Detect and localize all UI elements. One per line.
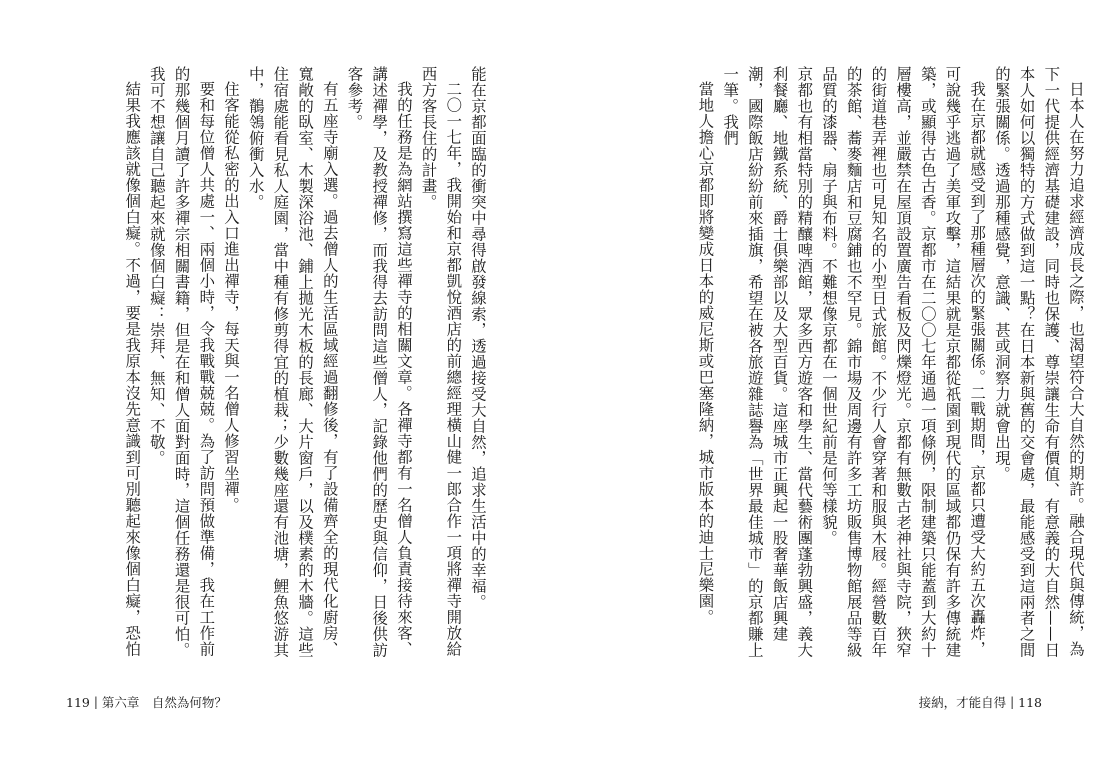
paragraph: 京都也有相當特別的精釀啤酒館，眾多西方遊客和學生、當代藝術團蓬勃興盛，義大利餐廳、地鐵系統、爵士俱樂部以及大型百貨。這座城市正興起一股奢華飯店興建潮，國際飯店紛紛前來插旗，希望在被各旅遊雜誌譽為「世界最佳城市」的京都賺上一筆。我們 <box>721 66 814 658</box>
paragraph: 當地人擔心京都即將變成日本的威尼斯或巴塞隆納，城市版本的迪士尼樂園。 <box>696 81 715 626</box>
page-number: 119 <box>66 694 90 710</box>
paragraph: 能在京都面臨的衝突中尋得啟發線索，透過接受大自然，追求生活中的幸福。 <box>469 66 487 610</box>
paragraph: 住客能從私密的出入口進出禪寺，每天與一名僧人修習坐禪。 <box>221 81 240 514</box>
footer-separator: | <box>93 695 98 709</box>
left-page-body-text <box>66 66 490 666</box>
running-title: 接納，才能自得 <box>918 695 1007 710</box>
paragraph: 我在京都就感受到了那種層次的緊張關係。二戰期間，京都只遭受大約五次轟炸，可說幾乎逃過了美軍攻擊，這結果就是京都從祇園到現代的區域都仍保有許多傳統建築，或顯得古色古香。京都市在二〇〇七年通過一項條例，限制建築只能蓋到大約十層樓高，並嚴禁在屋頂設置廣告看板及閃爍燈光。京都有無數古老神社與寺院，狹窄的街道巷弄裡也可見知名的小型日式旅館。不少行人會穿著和服與木屐。經營數百年的茶館、蕎麥麵店和豆腐鋪也不罕見。錦市場及周邊有許多工坊販售博物館展品等級品質的漆器、扇子與布料。不難想像京都在一個世紀前是何等樣貌。 <box>819 66 987 658</box>
paragraph: 我的任務是為網站撰寫這些禪寺的相關文章。各禪寺都有一名僧人負責接待來客、講述禪學，及教授禪修，而我得去訪問這些僧人，記錄他們的歷史與信仰，日後供訪客參考。 <box>345 66 413 658</box>
left-page-footer <box>66 693 227 711</box>
right-page-body-text <box>628 66 1088 666</box>
paragraph: 日本人在努力追求經濟成長之際，也渴望符合大自然的期許。融合現代與傳統，為下一代提供經濟基礎建設，同時也保護、尊崇讓生命有價值、有意義的大自然——日本人如何以獨特的方式做到這一點？在日本新與舊的交會處，最能感受到這兩者之間的緊張關係。透過那種感覺，意識、甚或洞察力就會出現。 <box>992 66 1085 658</box>
right-page <box>550 0 1100 781</box>
paragraph: 二〇一七年，我開始和京都凱悅酒店的前總經理橫山健一郎合作一項將禪寺開放給西方客長住的計畫。 <box>419 66 463 658</box>
paragraph: 結果我應該就像個白癡。不過，要是我原本沒先意識到可別聽起來像個白癡，恐怕 <box>123 81 142 658</box>
paragraph: 要和每位僧人共處一、兩個小時，令我戰戰兢兢。為了訪問預做準備，我在工作前的那幾個月讀了許多禪宗相關書籍，但是在和僧人面對面時，這個任務還是很可怕。我可不想讓自己聽起來就像個白癡：崇拜、無知、不敬。 <box>147 66 216 658</box>
right-page-footer <box>919 693 1042 711</box>
footer-separator: | <box>1010 695 1015 709</box>
chapter-title: 第六章 自然為何物？ <box>101 695 227 710</box>
page-number: 118 <box>1018 694 1042 710</box>
paragraph: 有五座寺廟入選。過去僧人的生活區域經過翻修後，有了設備齊全的現代化廚房、寬敞的臥室、木製深浴池、鋪上拋光木板的長廊、大片窗戶，以及樸素的木牆。這些住宿處能看見私人庭園，當中種有修剪得宜的植栽；少數幾座還有池塘，鯉魚悠游其中，鶺鴒俯衝入水。 <box>246 66 339 658</box>
